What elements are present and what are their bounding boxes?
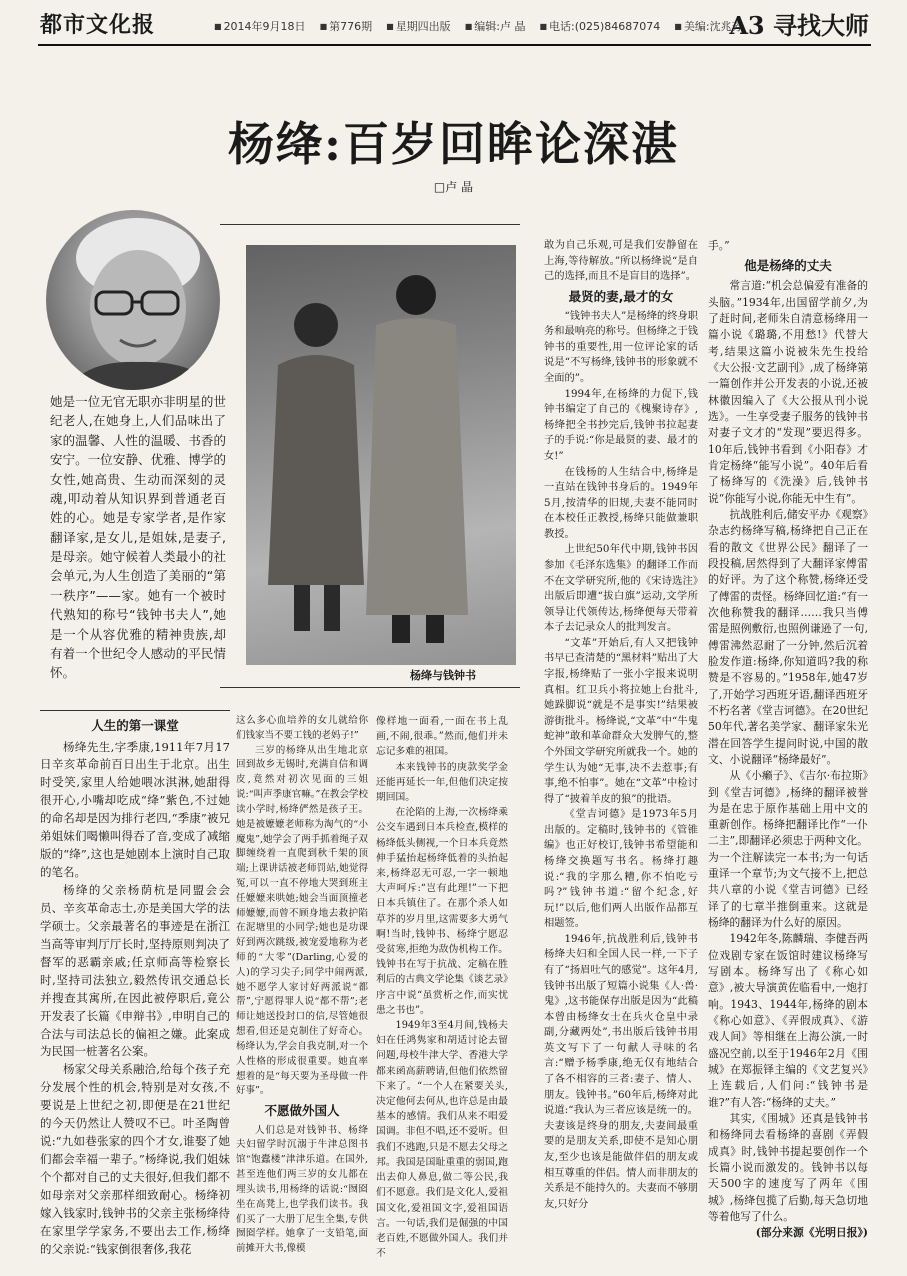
issue-meta	[214, 18, 743, 34]
paragraph: “文革”开始后,有人又把钱钟书早已查清楚的“黑材料”贴出了大字报,杨绛贴了一张小字报来说明真相。红卫兵小将拉她上台批斗,她跺脚说“就是不是事实!”结果被游街批斗。杨绛说,“文革”中“牛鬼蛇神”敢和革命群众大发脾气的,整个外国文学研究所就我一个。她的学生认为她“无事,决不去惹事;有事,绝不怕事”。她在“文革”中检讨得了“披着羊皮的狼”的批语。	[544, 636, 698, 805]
article-column-1	[40, 714, 230, 1259]
paragraph: 这么多心血培养的女儿就给你们钱家当不要工钱的老妈子!”	[236, 715, 368, 741]
article-byline: □卢 晶	[433, 180, 474, 194]
portrait-photo	[46, 210, 220, 390]
paragraph: 《堂吉诃德》是1973年5月出版的。定稿时,钱钟书的《管锥编》也正好校订,钱钟书希望能和杨绛交换题写书名。杨绛打趣说:“我的字那么糟,你不怕吃亏吗?”钱钟书道:“留个纪念,好玩!”以后,他们两人出版作品都互相题签。	[544, 808, 698, 930]
paragraph: 三岁的杨绛从出生地北京回到故乡无锡时,充满自信和调皮,竟然对初次见面的三姐说:“叫声季康官嘛。”在教会学校读小学时,杨绛俨然是孩子王。她是被嬷嬷老师称为淘气的“小魔鬼”,她学会了两手抓着绳子双脚缠绕着一直爬到秋千架的顶端;上课讲话被老师罚站,她觉得冤,可以一直不停地大哭到班主任嬷嬷来哄她;她会当面顶撞老师嬷嬷,而曾不顾身地去救护陷在泥塘里的小同学;她也是功课好到两次跳级,被宠爱地称为老师的“大零”(Darling,心爱的人)的学习尖子;同学中闹两派,她不愿学人家讨好两派说“都帮”,宁愿得罪人说“都不帮”;老师让她送投封口的信,尽管她很想看,但还是克制住了好奇心。杨绛认为,学会自我克制,对一个人性格的形成很重要。她直率想着的是“每天要为圣母做一件好事”。	[236, 744, 368, 1097]
section-heading: 不愿做外国人	[264, 1103, 340, 1119]
paragraph: 杨家父母关系融洽,给每个孩子充分发展个性的机会,特别是对女孩,不要说是上世纪之初,即便是在21世纪的今天仍然让人赞叹不已。叶圣陶曾说:“九如巷张家的四个才女,谁娶了她们都会幸福一辈子。”杨绛说,我们姐妹个个都对自己的丈夫很好,但我们都不如母亲对父亲那样细致耐心。杨绛初嫁入钱家时,钱钟书的父亲主张杨绛待在家里学学家务,不要出去工作,杨绛的父亲说:“钱家倒很奢侈,我花	[40, 1062, 230, 1256]
paragraph: 常言道:“机会总偏爱有准备的头脑。”1934年,出国留学前夕,为了赶时间,老师朱自清意杨绛用一篇小说《璐璐,不用愁!》代替大考,结果这篇小说被朱先生投给《大公报·文艺副刊》,成了杨绛第一篇创作并公开发表的小说,还被林徽因编入了《大公报从刊小说选》。一生享受妻子服务的钱钟书对妻子文才的“发现”要迟得多。10年后,钱钟书看到《小阳春》才肯定杨绛“能写小说”。40年后看了杨绛写的《洗澡》后,钱钟书说“你能写小说,你能无中生有”。	[708, 279, 868, 505]
paragraph: 1994年,在杨绛的力促下,钱钟书编定了自己的《槐聚诗存》,杨绛把全书抄完后,钱钟书拉起妻子的手说:“你是最贤的妻、最才的女!”	[544, 387, 698, 462]
newspaper-brand: 都市文化报	[40, 12, 156, 38]
article-intro: 她是一位无官无职亦非明星的世纪老人,在她身上,人们品味出了家的温馨、人性的温暖、书香的安宁。一位安静、优雅、博学的女性,她高贵、生动而深刻的灵魂,叩动着从知识界到普通老百姓的心。她是专家学者,是作家翻译家,是女儿,是姐妹,是妻子,是母亲。她守候着人类最小的社会单元,为人生创造了美丽的“第一秩序”——家。她有一个被时代熟知的称号“钱钟书夫人”,她是一个从容优雅的精神贵族,却有着一个世纪令人感动的平民情怀。	[50, 394, 226, 681]
paragraph: 在沦陷的上海,一次杨绛乘公交车遇到日本兵检查,模样的杨绛低头侧视,一个日本兵竟然伸手猛抬起杨绛低着的头抬起来,杨绛忍无可忍,一字一顿地大声呵斥:“岂有此理!”一下把日本兵镇住了。在那个杀人如草芥的岁月里,这需要多大勇气啊!当时,钱钟书、杨绛宁愿忍受贫寒,拒绝为敌伪机构工作。钱钟书在写于抗战、定稿在胜利后的古典文学论集《谈艺录》序言中说“虽赏析之作,而实忧患之书也”。	[376, 807, 508, 1016]
portrait-illustration	[46, 210, 220, 390]
paragraph: 上世纪50年代中期,钱钟书因参加《毛泽东选集》的翻译工作而不在文学研究所,他的《宋诗选注》出版后即遭“拔白旗”运动,文学所领导让代领传达,杨绛便每天带着本子去记录众人的批判发言。	[544, 543, 698, 634]
section-title: A3 寻找大师	[729, 11, 869, 40]
article-column-3	[376, 714, 508, 1261]
article-source: (部分来源《光明日报》)	[755, 1226, 868, 1240]
paragraph: 敢为自己乐观,可是我们安静留在上海,等待解放。”所以杨绛说“是自己的选择,而且不是盲目的选择”。	[544, 239, 698, 283]
article-headline: 杨绛:百岁回眸论深湛	[228, 117, 679, 171]
paragraph: 本来钱钟书的庚款奖学金还能再延长一年,但他们决定按期回国。	[376, 761, 508, 804]
issue-design: ■ 美编:沈兆芳	[674, 18, 742, 34]
issue-phone: ■ 电话:(025)84687074	[539, 18, 660, 34]
paragraph: 1949年3至4月间,钱杨夫妇在任鸿隽家和胡适讨论去留问题,母校牛津大学、香港大学都来函高薪聘请,但他们依然留下来了。“一个人在紧要关头,决定他何去何从,也许总是由最基本的感情。我们从来不唱爱国调。非但不唱,还不爱听。但我们不逃跑,只是不愿去父母之邦。我国是国耻重重的弱国,跑出去仰人鼻息,做二等公民,我们不愿意。我们是文化人,爱祖国文化,爱祖国文字,爱祖国语言。一句话,我们是倔强的中国老百姓,不愿做外国人。我们并不	[376, 1020, 508, 1260]
section-heading: 人生的第一课堂	[91, 718, 179, 733]
section-heading: 最贤的妻,最才的女	[568, 288, 674, 304]
paragraph: 杨绛的父亲杨荫杭是同盟会会员、辛亥革命志士,亦是美国大学的法学硕士。父亲最著名的事迹是在浙江当高等审判厅厅长时,坚持原则判决了督军的恶霸亲戚;任京师高等检察长时,坚持司法独立,毅然传讯交通总长并搜查其寓所,在因此被停职后,竟公开发表了长篇《申辩书》,申明自己的合法与司法总长的偏袒之嫌。此案成为民国一桩著名公案。	[40, 883, 230, 1059]
masthead-rule	[38, 44, 871, 46]
couple-photo	[246, 245, 516, 665]
issue-weekday: ■ 星期四出版	[386, 18, 451, 34]
paragraph: 手。”	[708, 239, 730, 252]
issue-date: ■ 2014年9月18日	[214, 18, 306, 34]
paragraph: 在钱杨的人生结合中,杨绛是一直站在钱钟书身后的。1949年5月,按清华的旧规,夫妻不能同时在本校任正教授,杨绛只能做兼职教授。	[544, 465, 698, 540]
issue-editor: ■ 编辑:卢 晶	[465, 18, 526, 34]
paragraph: 1946年,抗战胜利后,钱钟书杨绛夫妇和全国人民一样,一下子有了“扬眉吐气的感觉”。这年4月,钱钟书出版了短篇小说集《人·兽·鬼》,这书能保存出版是因为“此稿本曾由杨绛女士在兵火仓皇中录副,分藏两处”,书出版后钱钟书用英文写下了一句献人寻味的名言:“赠予杨季康,绝无仅有地结合了各不相容的三者:妻子、情人、朋友。钱钟书。”60年后,杨绛对此说道:“我认为三者应该是统一的。夫妻该是终身的朋友,夫妻间最重要的是朋友关系,即使不是知心朋友,至少也该是能做伴侣的朋友或相互尊重的伴侣。情人而非朋友的关系是不能持久的。夫妻而不够朋友,只好分	[544, 932, 698, 1210]
issue-number: ■ 第776期	[320, 18, 373, 34]
paragraph: 人们总是对钱钟书、杨绛夫妇留学时沉溺于牛津总图书馆“饱蠹楼”津津乐道。在国外,甚至连他们两三岁的女儿都在埋头读书,用杨绛的话说:“囫囵坐在高凳上,也学我们读书。我们买了一大册丁尼生全集,专供囫囵学样。她拿了一支铅笔,面前摊开大书,像模	[236, 1124, 368, 1255]
section-heading: 他是杨绛的丈夫	[744, 258, 832, 274]
paragraph: 像样地一面看,一面在书上乱画,不闹,很乖。”然而,他们并未忘记多难的祖国。	[376, 716, 508, 758]
article-column-4	[544, 238, 698, 1212]
photo-caption: 杨绛与钱钟书	[410, 669, 476, 682]
column-rule	[40, 710, 230, 711]
paragraph: 抗战胜利后,储安平办《观察》杂志约杨绛写稿,杨绛把自己正在看的散文《世界公民》翻译了一段投稿,居然得到了大翻译家傅雷的好评。为了这个称赞,杨绛还受了傅雷的责怪。杨绛回忆道:“有一次他称赞我的翻译……我只当傅雷是照例敷衍,也照例谦逊了一句,傅雷沸然忍耐了一分钟,然后沉着脸发作道:杨绛,你知道吗?我的称赞是不容易的。”1958年,她47岁了,开始学习西班牙语,翻译西班牙不朽名著《堂吉诃德》。在20世纪50年代,著名美学家、翻译家朱光潜在回答学生提问时说,中国的散文、小说翻译“杨绛最好”。	[708, 507, 868, 766]
paragraph: 1942年冬,陈麟瑞、李健吾两位戏剧专家在饭馆时建议杨绛写写剧本。杨绛写出了《称心如意》,被大导演黄佐临看中,一炮打响。1943、1944年,杨绛的剧本《称心如意》、《弄假成真》、《游戏人间》等相继在上海公演,一时盛况空前,以至于1946年2月《围城》在郑振铎主编的《文艺复兴》上连载后,人们问:“钱钟书是谁?”有人答:“杨绛的丈夫。”	[708, 932, 868, 1109]
paragraph: 其实,《围城》还真是钱钟书和杨绛同去看杨绛的喜剧《弄假成真》时,钱钟书提起要创作一个长篇小说而激发的。钱钟书以每天500字的速度写了两年《围城》,杨绛包揽了后勤,每天急切地等着他写了什么。	[708, 1112, 868, 1224]
article-column-5	[708, 238, 868, 1242]
paragraph: 杨绛先生,字季康,1911年7月17日辛亥革命前百日出生于北京。出生时受笑,家里人给她喂冰淇淋,她甜得很开心,小嘴却吃成“绛”紫色,不过她的命名却是因为排行老四,“季康”被兄弟姐妹们喝懒叫得吞了音,变成了减缩版的“绛”,这也是她剧本上演时自己取的笔名。	[40, 739, 230, 880]
paragraph: “钱钟书夫人”是杨绛的终身职务和最响亮的称号。但杨绛之于钱钟书的重要性,用一位评论家的话说是“不写杨绛,钱钟书的形象就不全面的”。	[544, 309, 698, 385]
couple-illustration	[246, 245, 516, 665]
paragraph: 从《小癞子》、《吉尔·布拉斯》到《堂吉诃德》,杨绛的翻译被誉为是在忠于原作基础上用中文的重新创作。杨绛把翻译比作“一仆二主”,即翻译必须忠于两种文化。为一个注解读完一本书;为一句话重译一个章节;为文气接不上,把总共八章的小说《堂吉诃德》已经译了的七章半推倒重来。这就是杨绛的翻译为什么好的原因。	[708, 769, 868, 930]
article-column-2	[236, 714, 368, 1257]
